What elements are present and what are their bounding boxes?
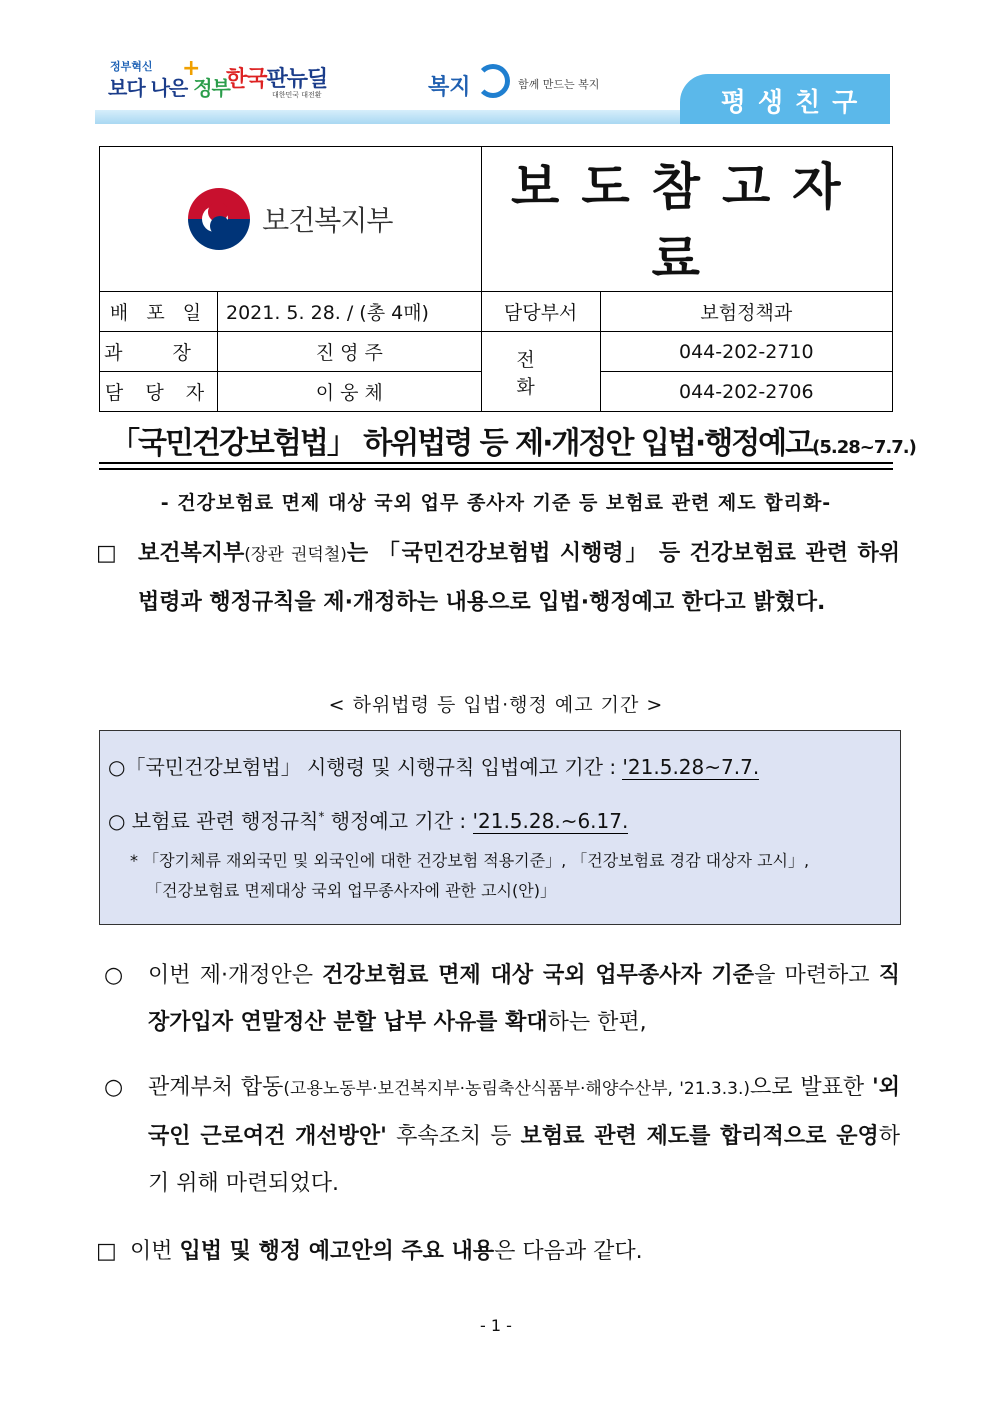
text-run: 으로 발표한 [750, 1075, 873, 1100]
taegeuk-emblem-icon [188, 188, 250, 250]
text-run: 이번 제·개정안은 [148, 963, 323, 988]
text-run: 관계부처 합동 [148, 1075, 284, 1100]
logo-newdeal-caption: 대한민국 대전환 [272, 91, 322, 99]
value-department: 보험정책과 [600, 292, 892, 332]
banner-lifelong-friend: 평생친구 [720, 88, 870, 118]
headline [110, 418, 916, 462]
ministry-logo-cell [100, 147, 482, 292]
circle-bullet-icon: ○ [104, 963, 124, 988]
logo-welfare: 복지 [428, 75, 471, 100]
plus-icon: + [182, 56, 201, 81]
paragraph-announcement [96, 530, 900, 626]
headline-date: (5.28~7.7.) [812, 437, 916, 458]
logo-better-text: 보다 나은 [108, 76, 194, 100]
logo-newdeal-text: 판뉴딜 [266, 67, 328, 92]
logo-gov-innovation-caption: 정부혁신 [110, 60, 153, 73]
period-line-1 [108, 751, 759, 780]
label-release-date: 배 포 일 [100, 292, 218, 332]
checkbox-bullet-icon: □ [96, 541, 117, 566]
document-title: 보도참고자료 [511, 158, 863, 288]
value-contact-person: 이 웅 체 [218, 372, 482, 412]
period-2-label: ○ 보험료 관련 행정규칙 [108, 809, 319, 833]
text-run-bold: 직장가입자 연말정산 분할 납부 사유를 확대 [148, 963, 900, 1035]
period-title: < 하위법령 등 입법·행정 예고 기간 > [328, 694, 664, 716]
period-1-dates: '21.5.28~7.7. [622, 755, 760, 779]
value-phone-2: 044-202-2706 [600, 372, 892, 412]
minister-ref: (장관 권덕철) [244, 545, 347, 565]
text-run: 을 마련하고 [754, 963, 879, 988]
value-director: 진 영 주 [218, 332, 482, 372]
text-run: 하는 한편, [547, 1010, 647, 1035]
ministry-name: 보건복지부 [262, 204, 393, 237]
decree-ref: 「국민건강보험법 시행령」 [377, 541, 650, 566]
text-run: 후속조치 등 [386, 1124, 521, 1149]
period-line-2 [108, 805, 628, 834]
footnote-line-1: * 「장기체류 재외국민 및 외국인에 대한 건강보험 적용기준」, 「건강보험료 경감 대상자 고시」, [130, 851, 810, 870]
value-release-date: 2021. 5. 28. / (총 4매) [218, 292, 482, 332]
announcement-body: 등 건강보험료 관련 하위법령과 행정규칙을 제·개정하는 내용으로 입법·행정예고 한다고 밝혔다. [138, 541, 900, 615]
notice-period-box [99, 730, 901, 925]
paragraph-revision [104, 952, 900, 1046]
paragraph-text [148, 1064, 900, 1207]
checkbox-bullet-icon: □ [96, 1239, 117, 1264]
paragraph-main-contents [96, 1228, 900, 1275]
press-info-table [99, 146, 893, 412]
value-phone-1: 044-202-2710 [600, 332, 892, 372]
welfare-ring-icon [476, 64, 510, 98]
divider [99, 468, 893, 470]
circle-bullet-icon: ○ [104, 1075, 124, 1100]
paragraph-text [148, 952, 900, 1046]
divider [99, 462, 893, 464]
footnote-line-2: 「건강보험료 면제대상 국외 업무종사자에 관한 고시(안)」 [146, 881, 556, 900]
logo-korea-text: 한국 [226, 67, 267, 92]
headline-text: 「국민건강보험법」 하위법령 등 제·개정안 입법·행정예고 [110, 426, 813, 461]
logo-government-text: 정부 [193, 76, 230, 100]
text-run: 은 다음과 같다. [494, 1239, 643, 1264]
text-run: 하기 위해 마련되었다. [148, 1124, 900, 1196]
label-director: 과 장 [100, 332, 218, 372]
logo-korean-new-deal [226, 62, 327, 93]
label-contact-person: 담 당 자 [100, 372, 218, 412]
period-2-dates: '21.5.28.~6.17. [472, 809, 629, 833]
paragraph-background [104, 1064, 900, 1207]
text-run-small: (고용노동부·보건복지부·농림축산식품부·해양수산부, '21.3.3.) [283, 1079, 750, 1099]
text-run: 이번 [130, 1239, 180, 1264]
subheadline: - 건강보험료 면제 대상 국외 업무 종사자 기준 등 보험료 관련 제도 합리화- [160, 492, 832, 514]
page-number: - 1 - [480, 1316, 512, 1335]
logo-better-government [108, 72, 230, 101]
period-1-label: ○「국민건강보험법」 시행령 및 시행규칙 입법예고 기간 : [108, 755, 623, 779]
document-title-cell [481, 147, 892, 292]
text-run-bold: '외국인 근로여건 개선방안' [148, 1075, 901, 1149]
label-phone: 전 화 [481, 332, 600, 412]
logo-welfare-caption: 함께 만드는 복지 [518, 78, 600, 91]
label-department: 담당부서 [481, 292, 600, 332]
paragraph-text [138, 530, 900, 626]
particle: 는 [346, 541, 378, 566]
ministry-ref: 보건복지부 [138, 541, 245, 566]
period-2-label-tail: 행정예고 기간 : [324, 809, 473, 833]
footnote-mark: * [318, 809, 325, 824]
text-run-bold: 보험료 관련 제도를 합리적으로 운영 [520, 1124, 879, 1149]
text-run-bold: 건강보험료 면제 대상 국외 업무종사자 기준 [322, 963, 755, 988]
text-run-bold: 입법 및 행정 예고안의 주요 내용 [179, 1239, 495, 1264]
